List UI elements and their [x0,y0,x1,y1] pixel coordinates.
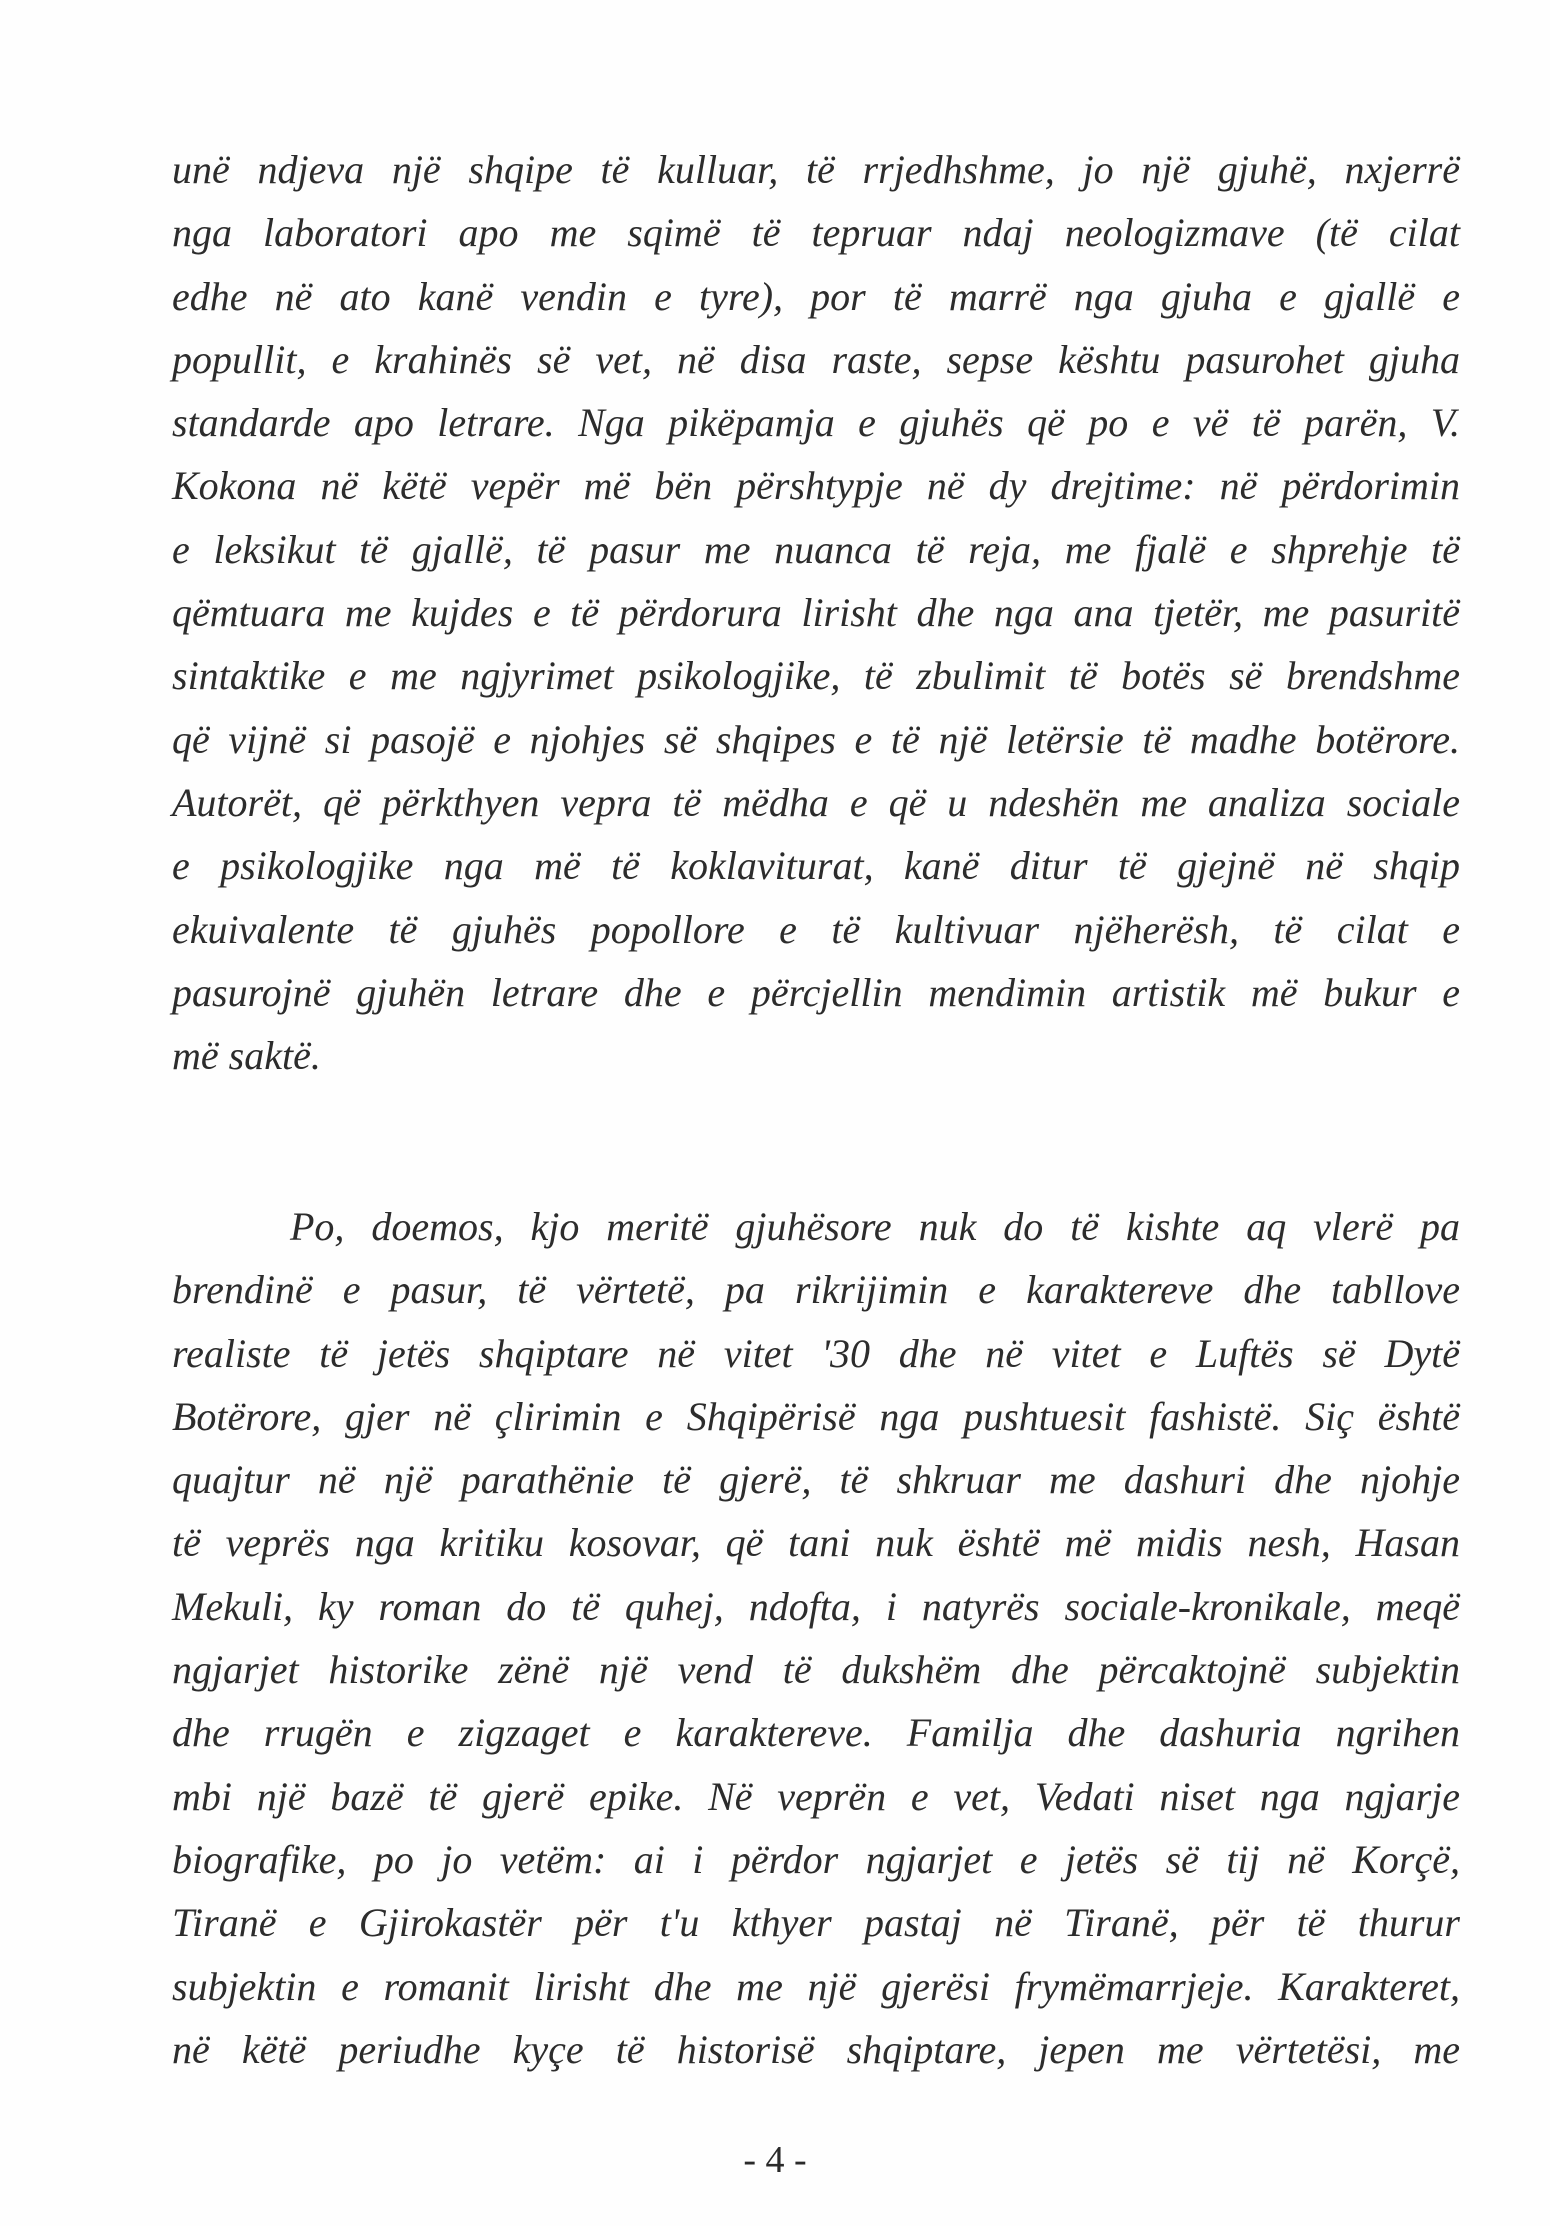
text-line: e leksikut të gjallë, të pasur me nuanca të reja, me fjalë e shprehje të [172,526,1460,572]
text-line: Mekuli, ky roman do të quhej, ndofta, i natyrës sociale-kronikale, meqë [172,1583,1460,1629]
paragraph-2 [172,1195,1460,2081]
paragraph-1 [172,138,1460,1087]
text-line: Autorët, që përkthyen vepra të mëdha e që u ndeshën me analiza sociale [172,779,1460,825]
text-line: dhe rrugën e zigzaget e karaktereve. Familja dhe dashuria ngrihen [172,1710,1460,1756]
text-line: quajtur në një parathënie të gjerë, të shkruar me dashuri dhe njohje [172,1457,1460,1503]
text-line: në këtë periudhe kyçe të historisë shqiptare, jepen me vërtetësi, me [172,2026,1460,2072]
text-line: standarde apo letrare. Nga pikëpamja e gjuhës që po e vë të parën, V. [172,400,1460,446]
text-line: ngjarjet historike zënë një vend të dukshëm dhe përcaktojnë subjektin [172,1647,1460,1693]
text-line: Kokona në këtë vepër më bën përshtypje në dy drejtime: në përdorimin [172,463,1460,509]
text-line: të veprës nga kritiku kosovar, që tani nuk është më midis nesh, Hasan [172,1520,1460,1566]
text-line: sintaktike e me ngjyrimet psikologjike, të zbulimit të botës së brendshme [172,653,1460,699]
text-line: nga laboratori apo me sqimë të tepruar ndaj neologizmave (të cilat [172,210,1460,256]
text-line: mbi një bazë të gjerë epike. Në veprën e vet, Vedati niset nga ngjarje [172,1773,1460,1819]
text-line: Po, doemos, kjo meritë gjuhësore nuk do të kishte aq vlerë pa [290,1204,1460,1249]
text-line: ekuivalente të gjuhës popollore e të kultivuar njëherësh, të cilat e [172,906,1460,952]
text-line: brendinë e pasur, të vërtetë, pa rikrijimin e karaktereve dhe tabllove [172,1267,1460,1313]
text-line: Tiranë e Gjirokastër për t'u kthyer pastaj në Tiranë, për të thurur [172,1900,1460,1946]
text-line: qëmtuara me kujdes e të përdorura lirisht dhe nga ana tjetër, me pasuritë [172,590,1460,636]
text-line: Botërore, gjer në çlirimin e Shqipërisë nga pushtuesit fashistë. Siç është [172,1393,1460,1439]
text-line: popullit, e krahinës së vet, në disa raste, sepse kështu pasurohet gjuha [172,336,1460,382]
text-line: subjektin e romanit lirisht dhe me një gjerësi frymëmarrjeje. Karakteret, [172,1963,1460,2009]
text-line: unë ndjeva një shqipe të kulluar, të rrjedhshme, jo një gjuhë, nxjerrë [172,147,1460,192]
text-line: biografike, po jo vetëm: ai i përdor ngjarjet e jetës së tij në Korçë, [172,1836,1460,1882]
text-line: e psikologjike nga më të koklaviturat, kanë ditur të gjejnë në shqip [172,843,1460,889]
text-line: më saktë. [172,1033,321,1079]
text-line: që vijnë si pasojë e njohjes së shqipes e të një letërsie të madhe botërore. [172,716,1460,762]
text-line: pasurojnë gjuhën letrare dhe e përcjellin mendimin artistik më bukur e [172,969,1460,1015]
text-line: realiste të jetës shqiptare në vitet '30 dhe në vitet e Luftës së Dytë [172,1330,1460,1376]
text-line: edhe në ato kanë vendin e tyre), por të marrë nga gjuha e gjallë e [172,273,1460,319]
page-number: - 4 - [743,2139,807,2181]
